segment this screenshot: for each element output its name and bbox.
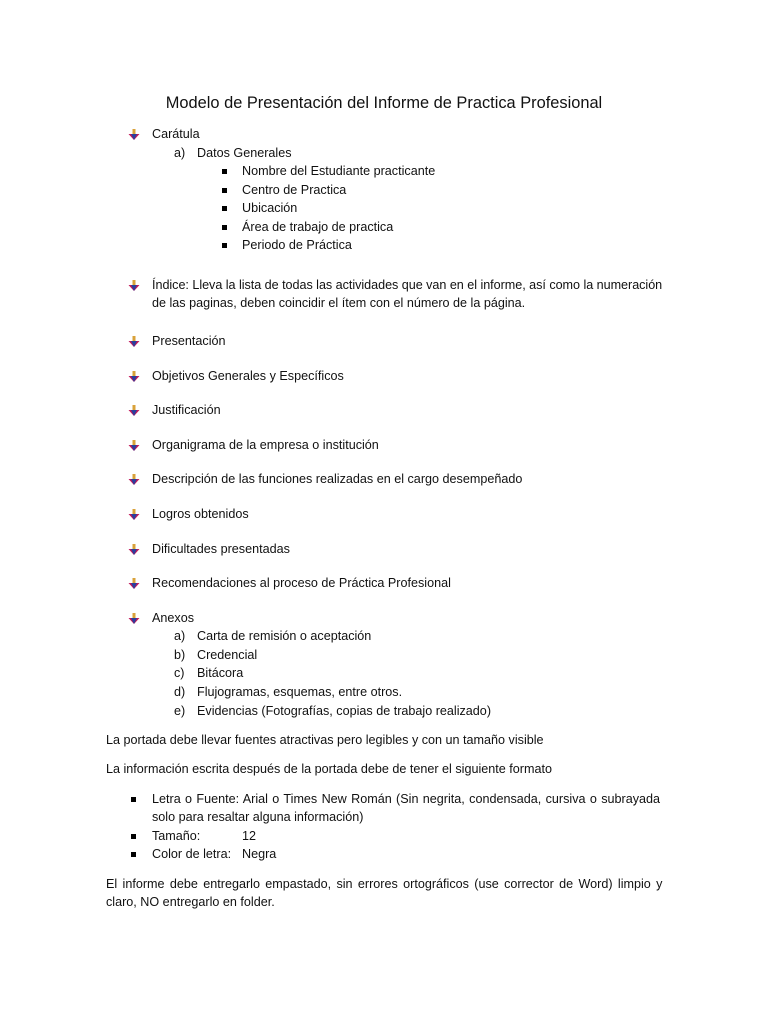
arrow-bullet-icon: [128, 280, 140, 292]
section-logros: Logros obtenidos: [152, 507, 249, 521]
indice-line-1: Índice: Lleva la lista de todas las actividades que van en el informe, así como la numeración: [152, 278, 663, 292]
section-descripcion: Descripción de las funciones realizadas en el cargo desempeñado: [152, 472, 523, 486]
list-item: Ubicación: [242, 201, 298, 215]
list-marker: a): [174, 629, 186, 643]
square-bullet-icon: [222, 188, 227, 193]
paragraph-portada: La portada debe llevar fuentes atractivas pero legibles y con un tamaño visible: [106, 733, 544, 747]
arrow-bullet-icon: [128, 405, 140, 417]
arrow-bullet-icon: [128, 509, 140, 521]
final-paragraph-line-2: claro, NO entregarlo en folder.: [106, 895, 275, 909]
section-objetivos: Objetivos Generales y Específicos: [152, 369, 344, 383]
square-bullet-icon: [222, 243, 227, 248]
list-marker: a): [174, 146, 186, 160]
square-bullet-icon: [131, 797, 136, 802]
list-item: Flujogramas, esquemas, entre otros.: [197, 685, 403, 699]
datos-generales: Datos Generales: [197, 146, 292, 160]
list-item: Bitácora: [197, 666, 244, 680]
square-bullet-icon: [131, 852, 136, 857]
section-caratula: Carátula: [152, 127, 200, 141]
list-marker: b): [174, 648, 186, 662]
list-item: Credencial: [197, 648, 258, 662]
arrow-bullet-icon: [128, 336, 140, 348]
arrow-bullet-icon: [128, 129, 140, 141]
arrow-bullet-icon: [128, 613, 140, 625]
formato-fuente-line-2: solo para resaltar alguna información): [152, 810, 364, 824]
arrow-bullet-icon: [128, 544, 140, 556]
section-justificacion: Justificación: [152, 403, 221, 417]
formato-fuente-line-1: Letra o Fuente: Arial o Times New Román (Sin negrita, condensada, cursiva o subrayada: [152, 792, 661, 806]
square-bullet-icon: [222, 225, 227, 230]
arrow-bullet-icon: [128, 578, 140, 590]
final-paragraph-line-1: El informe debe entregarlo empastado, sin errores ortográficos (use corrector de Word) limpio y: [106, 877, 663, 891]
section-organigrama: Organigrama de la empresa o institución: [152, 438, 379, 452]
section-anexos: Anexos: [152, 611, 195, 625]
list-item: Área de trabajo de practica: [242, 220, 394, 234]
list-item: Carta de remisión o aceptación: [197, 629, 372, 643]
arrow-bullet-icon: [128, 440, 140, 452]
list-marker: c): [174, 666, 185, 680]
section-dificultades: Dificultades presentadas: [152, 542, 290, 556]
formato-color-value: Negra: [242, 847, 277, 861]
square-bullet-icon: [222, 206, 227, 211]
formato-tamano-value: 12: [242, 829, 257, 843]
paragraph-formato: La información escrita después de la portada debe de tener el siguiente formato: [106, 762, 552, 776]
formato-tamano-label: Tamaño:: [152, 829, 201, 843]
list-marker: e): [174, 704, 186, 718]
list-marker: d): [174, 685, 186, 699]
section-recomendaciones: Recomendaciones al proceso de Práctica Profesional: [152, 576, 451, 590]
square-bullet-icon: [131, 834, 136, 839]
square-bullet-icon: [222, 169, 227, 174]
arrow-bullet-icon: [128, 371, 140, 383]
list-item: Evidencias (Fotografías, copias de trabajo realizado): [197, 704, 492, 718]
section-presentacion: Presentación: [152, 334, 226, 348]
list-item: Centro de Practica: [242, 183, 347, 197]
indice-line-2: de las paginas, deben coincidir el ítem con el número de la página.: [152, 296, 526, 310]
arrow-bullet-icon: [128, 474, 140, 486]
list-item: Nombre del Estudiante practicante: [242, 164, 436, 178]
formato-color-label: Color de letra:: [152, 847, 232, 861]
page-title: Modelo de Presentación del Informe de Practica Profesional: [165, 94, 603, 112]
list-item: Periodo de Práctica: [242, 238, 352, 252]
